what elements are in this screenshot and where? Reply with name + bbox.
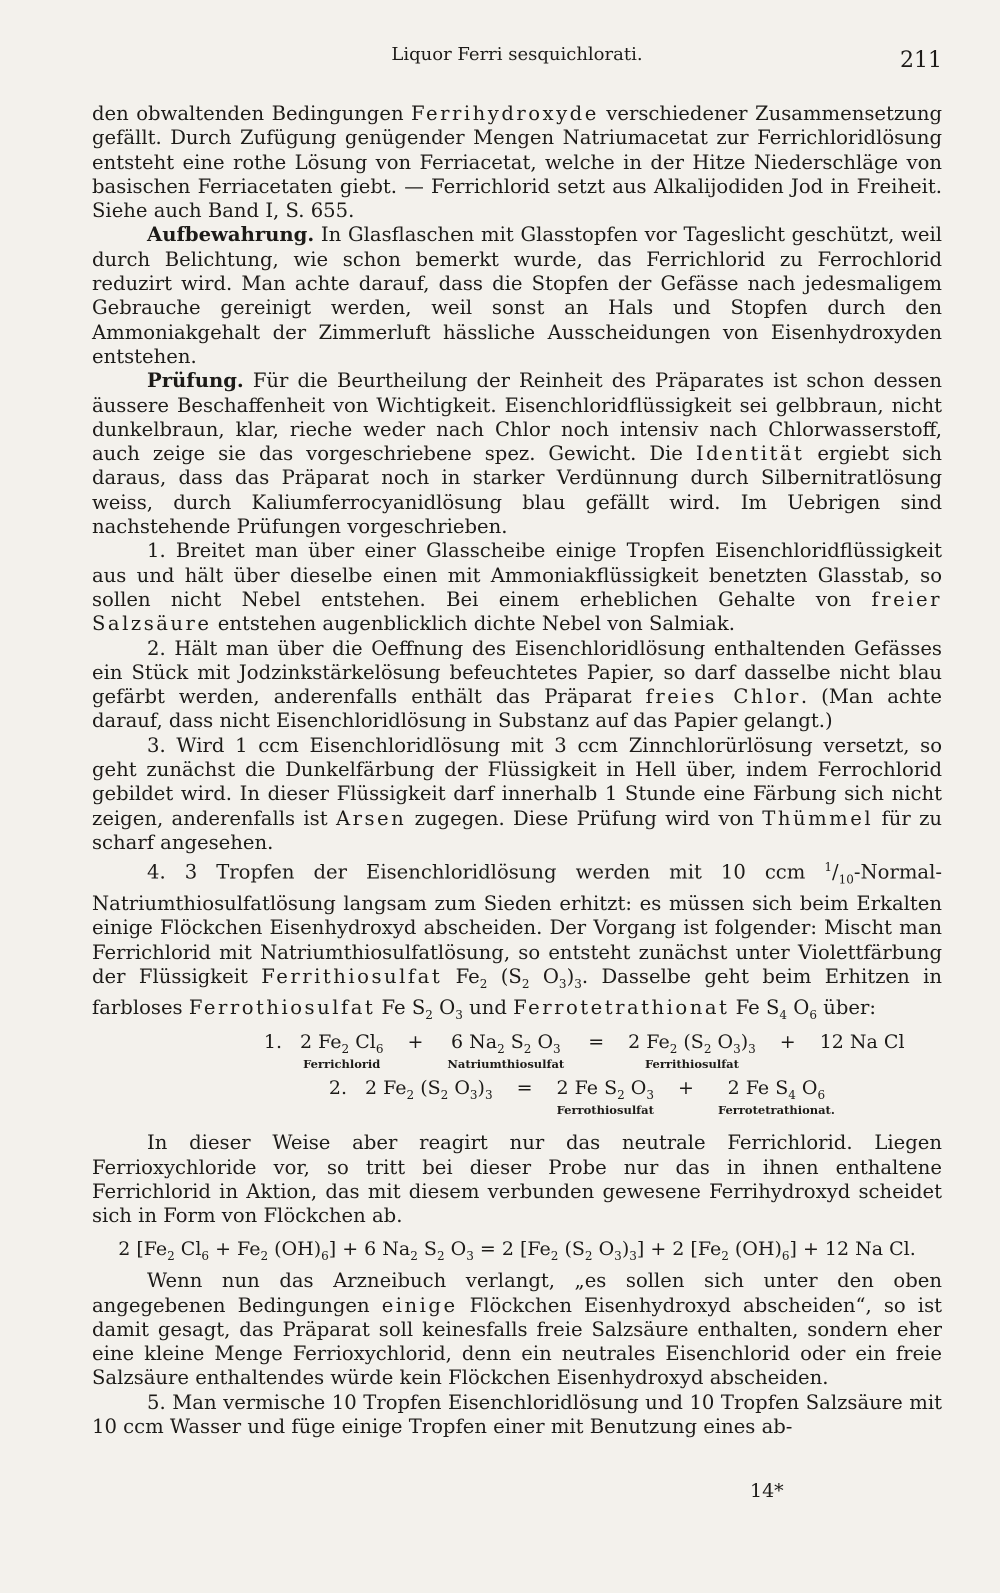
page-body [92,102,942,1439]
paragraph-test-2: 2. Hält man über die Oeffnung des Eisenchloridlösung enthaltenden Gefässes ein Stück mit Jodzinkstärkelösung befeuchtetes Papier, so darf dasselbe nicht blau gefärbt werden, anderenfalls enthält das Präparat freies Chlor. (Man achte darauf, dass nicht Eisenchloridlösung in Substanz auf das Papier gelangt.) [92,636,942,733]
compound-caption: Ferrotetrathionat. [717,1103,835,1118]
section-heading: Prüfung. [147,369,244,393]
summary-equation: 2 [$Fe_2$ $Cl_6 + Fe_2$ $(OH)_6] + 6$ $Na_2$ $S_2$ $O_3 = 2$ [$Fe_2$ ($S_2$ $O_3)_3] + 2$ [$Fe_2$ $(OH)_6] + 12$ Na Cl. [118,1238,916,1264]
compound-caption: Natriumthiosulfat [447,1057,565,1072]
compound-caption: Ferrothiosulfat [556,1103,654,1118]
paragraph-pruefung: Prüfung. Für die Beurtheilung der Reinheit des Präparates ist schon dessen äussere Beschaffenheit von Wichtigkeit. Eisenchloridflüssigkeit sei gelbbraun, nicht dunkelbraun, klar, rieche weder nach Chlor noch intensiv nach Chlorwasserstoff, auch zeige sie das vorgeschriebene spez. Gewicht. Die Identität ergiebt sich daraus, dass das Präparat noch in starker Verdünnung durch Silbernitratlösung weiss, durch Kaliumferrocyanidlösung blau gefällt wird. Im Uebrigen sind nachstehende Prüfungen vorgeschrieben. [92,369,943,539]
sheet-signature: 14* [750,1480,784,1502]
compound-caption: Ferrithiosulfat [644,1057,739,1072]
paragraph-test-5: 5. Man vermische 10 Tropfen Eisenchloridlösung und 10 Tropfen Salzsäure mit 10 ccm Wasser und füge einige Tropfen einer mit Benutzung eines ab- [92,1390,942,1438]
equation-2: 2. 2 $Fe_2$ ($S_2$ $O_3)_3$ = 2 Fe $S_2$ $O_3$ Ferrothiosulfat + 2 Fe $S_4$ $O_6$ Ferrotetrathionat. [328,1077,835,1118]
paragraph: Wenn nun das Arzneibuch verlangt, „es sollen sich unter den oben angegebenen Bedingungen einige Flöckchen Eisenhydroxyd abscheiden“, so ist damit gesagt, das Präparat soll keinesfalls freie Salzsäure enthalten, sondern eher eine kleine Menge Ferrioxychlorid, denn ein neutrales Eisenchlorid oder ein freie Salzsäure enthaltendes würde kein Flöckchen Eisenhydroxyd abscheiden. [92,1269,942,1390]
paragraph: In dieser Weise aber reagirt nur das neutrale Ferrichlorid. Liegen Ferrioxychloride vor, so tritt bei dieser Probe nur das in ihnen enthaltene Ferrichlorid in Aktion, das mit diesem verbunden gewesene Ferrihydroxyd scheidet sich in Form von Flöckchen ab. [92,1131,942,1228]
paragraph-test-1: 1. Breitet man über einer Glasscheibe einige Tropfen Eisenchloridflüssigkeit aus und hält über dieselbe einen mit Ammoniakflüssigkeit benetzten Glasstab, so sollen nicht Nebel entstehen. Bei einem erheblichen Gehalte von freier Salzsäure entstehen augenblicklich dichte Nebel von Salmiak. [92,539,942,636]
paragraph-test-3: 3. Wird 1 ccm Eisenchloridlösung mit 3 ccm Zinnchlorürlösung versetzt, so geht zunächst die Dunkelfärbung der Flüssigkeit in Hell über, indem Ferrochlorid gebildet wird. In dieser Flüssigkeit darf innerhalb 1 Stunde eine Färbung sich nicht zeigen, anderenfalls ist Arsen zugegen. Diese Prüfung wird von Thümmel für zu scharf angesehen. [92,733,943,854]
paragraph-aufbewahrung: Aufbewahrung. In Glasflaschen mit Glasstopfen vor Tageslicht geschützt, weil durch Belichtung, wie schon bemerkt wurde, das Ferrichlorid zu Ferrochlorid reduzirt wird. Man achte darauf, dass die Stopfen der Gefässe nach jedesmaligem Gebrauche gereinigt werden, weil sonst an Hals und Stopfen durch den Ammoniakgehalt der Zimmerluft hässliche Ausscheidungen von Eisenhydroxyden entstehen. [92,223,942,368]
equation-1: 1. 2 $Fe_2$ $Cl_6$ Ferrichlorid + 6 $Na_2$ $S_2$ $O_3$ Natriumthiosulfat = 2 $Fe_2$ ($S_2$ $O_3)_3$ Ferrithiosulfat + 12 Na Cl [263,1031,905,1072]
section-heading: Aufbewahrung. [147,223,315,247]
paragraph-test-4: 4. 3 Tropfen der Eisenchloridlösung werden mit 10 ccm $^1/_{10}-Normal$-Natriumthiosulfatlösung langsam zum Sieden erhitzt: es müssen sich beim Erkalten einige Flöckchen Eisenhydroxyd abscheiden. Der Vorgang ist folgender: Mischt man Ferrichlorid mit Natriumthiosulfatlösung, so entsteht zunächst unter Violettfärbung der Flüssigkeit Ferrithiosulfat $Fe_2$ ($S_2$ $O_3)_3$. Dasselbe geht beim Erhitzen in farbloses Ferrothiosulfat Fe $S_2$ $O_3$ und Ferrotetrathionat Fe $S_4$ $O_6$ über: [92,860,942,1022]
paragraph: den obwaltenden Bedingungen Ferrihydroxyde verschiedener Zusammensetzung gefällt. Durch Zufügung genügender Mengen Natriumacetat zur Ferrichloridlösung entsteht eine rothe Lösung von Ferriacetat, welche in der Hitze Niederschläge von basischen Ferriacetaten giebt. — Ferrichlorid setzt aus Alkalijodiden Jod in Freiheit. Siehe auch Band I, S. 655. [92,102,942,223]
compound-caption: Ferrichlorid [303,1057,381,1072]
page-header [92,44,942,74]
running-title: Liquor Ferri sesquichlorati. [391,44,643,65]
reaction-equations [92,1031,942,1123]
page-number: 211 [900,48,942,73]
